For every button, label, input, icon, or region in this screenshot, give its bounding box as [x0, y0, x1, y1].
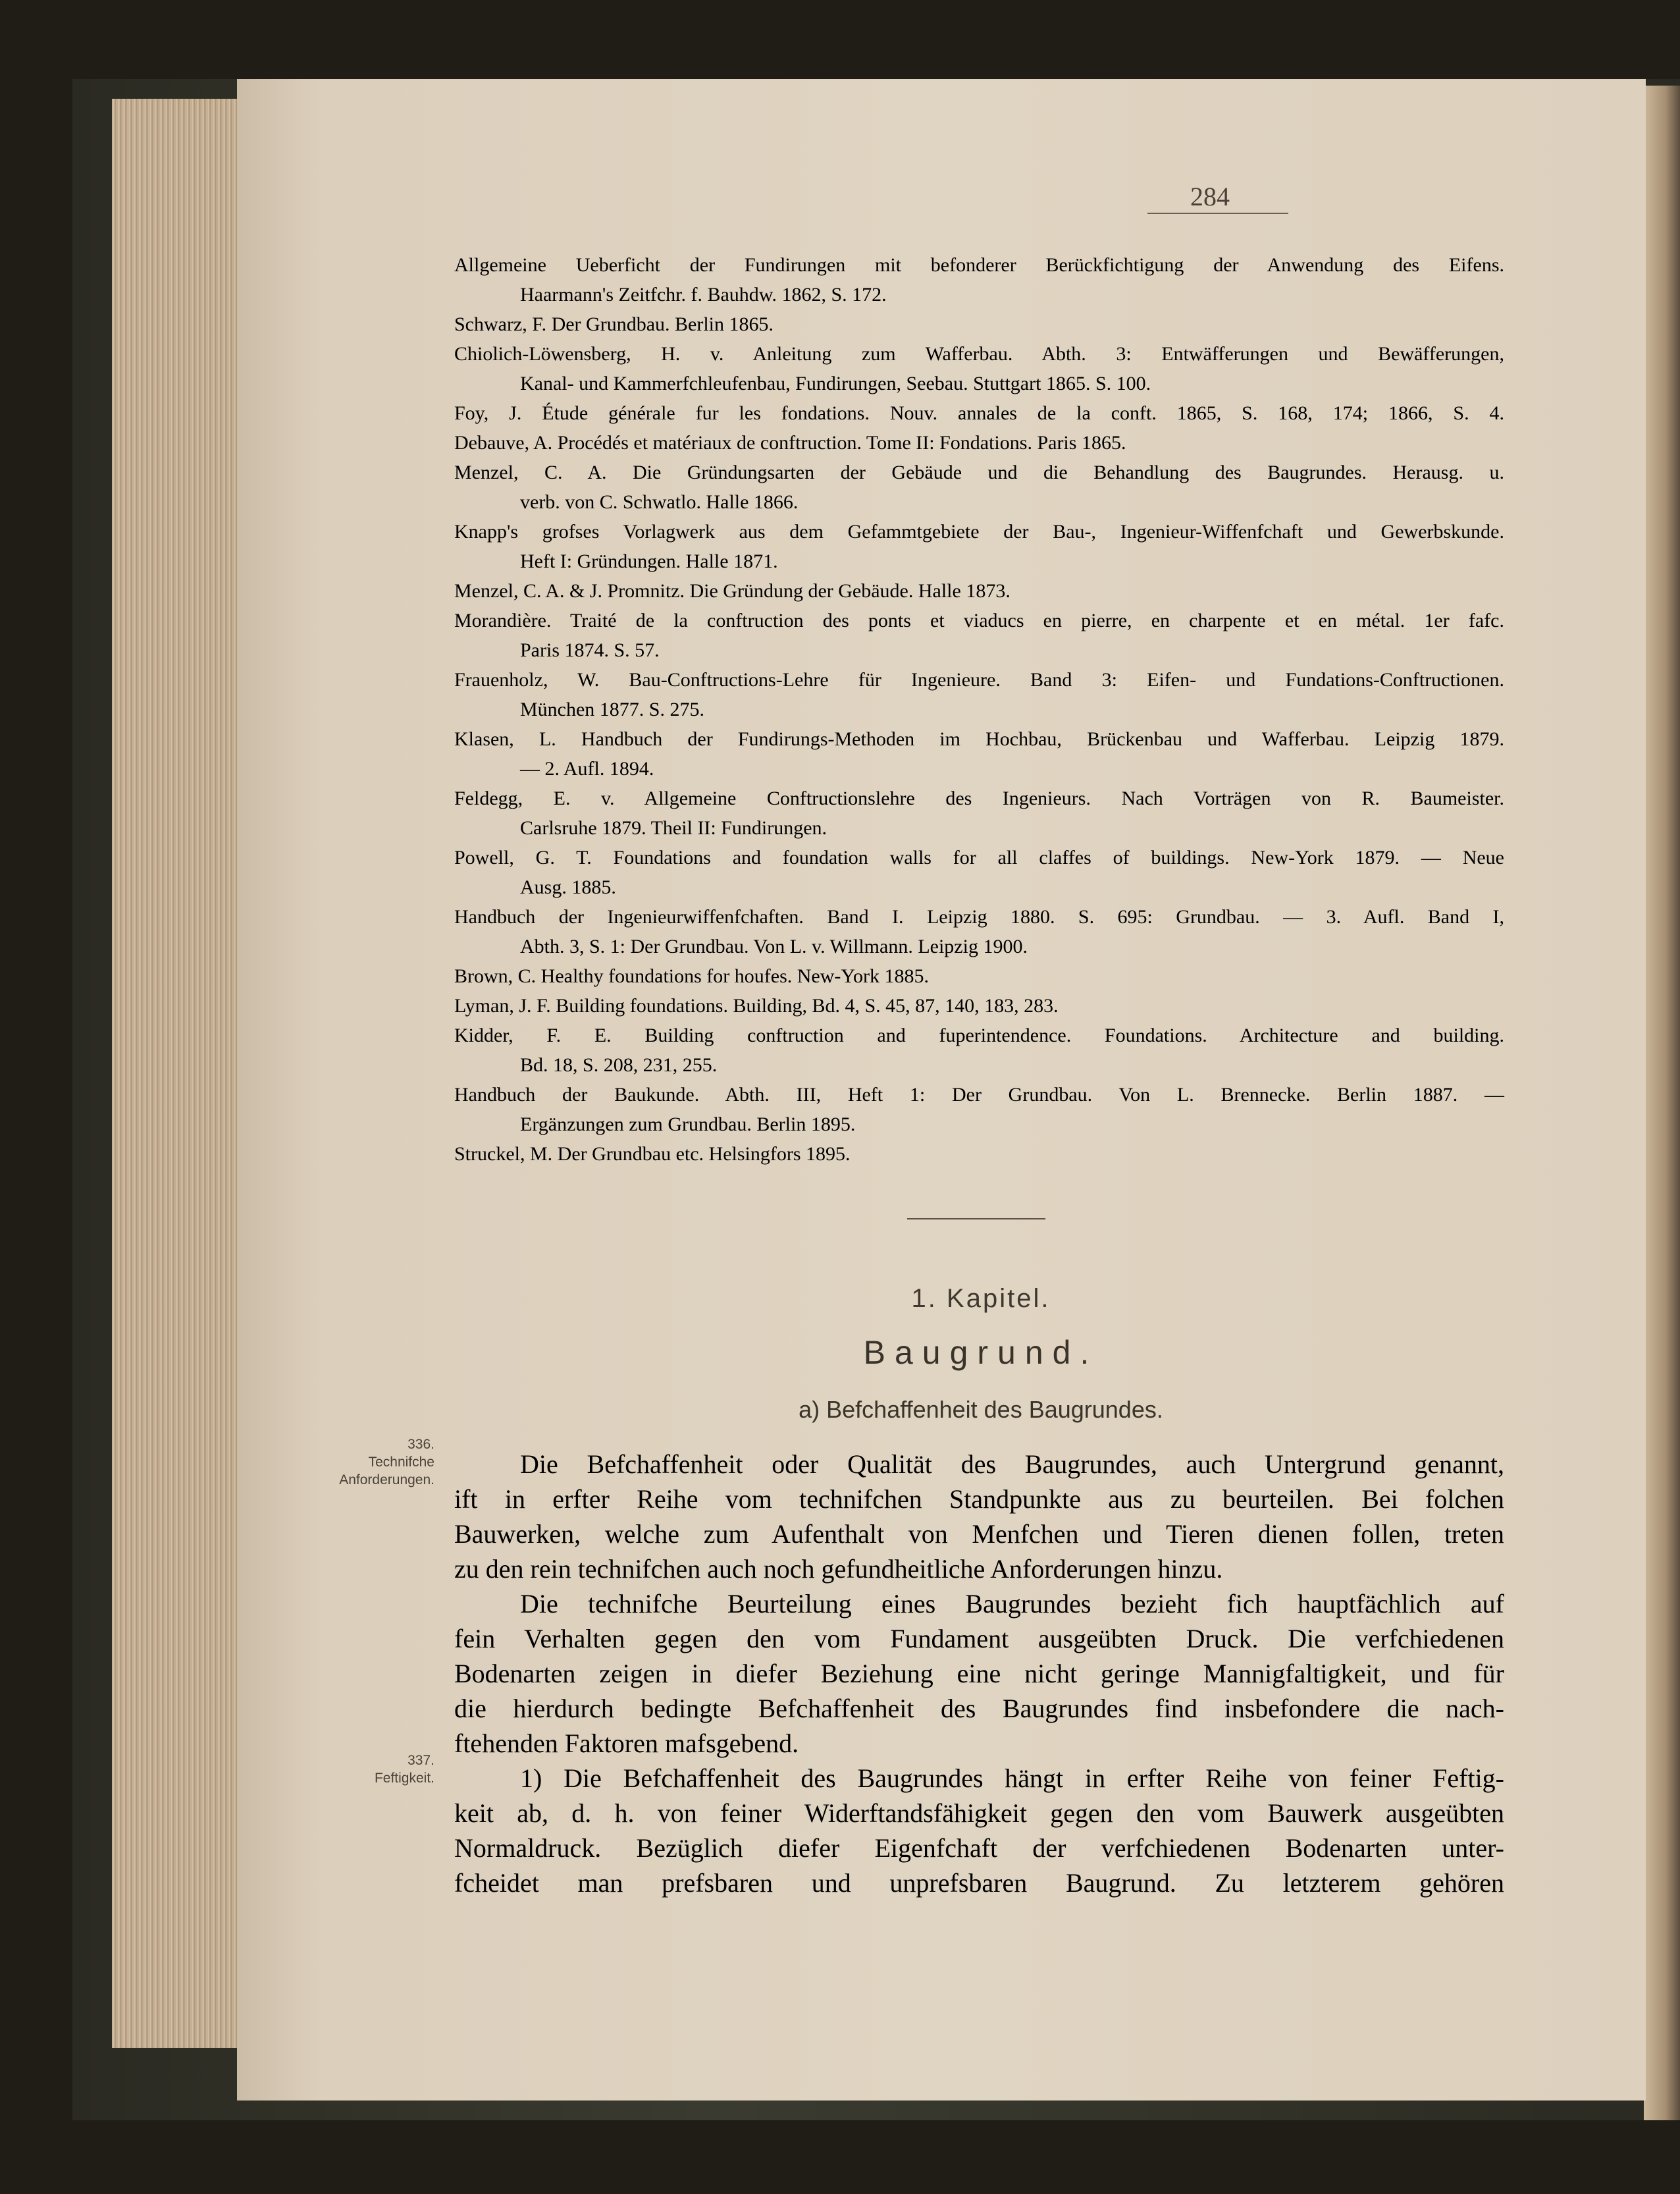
margin-note-text: Feftigkeit. [374, 1771, 434, 1786]
margin-note-text: Anforderungen. [339, 1472, 434, 1487]
margin-note-337 [296, 1752, 434, 1787]
bib-entry [454, 1139, 1504, 1169]
bib-entry [454, 309, 1504, 339]
body-text [454, 1447, 1504, 1900]
margin-note-number: 336. [407, 1437, 434, 1452]
margin-note-336 [296, 1435, 434, 1489]
bib-entry [454, 458, 1504, 517]
bib-line: Haarmann's Zeitfchr. f. Bauhdw. 1862, S. 172. [520, 284, 887, 306]
bib-line: Brown, C. Healthy foundations for houfes. New-York 1885. [454, 965, 930, 987]
bib-line: Abth. 3, S. 1: Der Grundbau. Von L. v. Willmann. Leipzig 1900. [520, 936, 1028, 957]
bib-entry [454, 398, 1504, 428]
bibliography [454, 250, 1504, 1169]
bib-line: Klasen, L. Handbuch der Fundirungs-Methoden im Hochbau, Brückenbau und Wafferbau. Leipzig 1879. [454, 728, 1504, 750]
bib-entry [454, 724, 1504, 784]
bib-line: Chiolich-Löwensberg, H. v. Anleitung zum Wafferbau. Abth. 3: Entwäfferungen und Bewäfferungen, [454, 343, 1504, 365]
bib-line: Allgemeine Ueberficht der Fundirungen mit befonderer Berückfichtigung der Anwendung des Eifens. [454, 254, 1504, 276]
body-line: Die Befchaffenheit oder Qualität des Baugrundes, auch Untergrund genannt, [520, 1449, 1504, 1479]
bib-line: Struckel, M. Der Grundbau etc. Helsingfors 1895. [454, 1143, 851, 1165]
bib-line: Kanal- und Kammerfchleufenbau, Fundirungen, Seebau. Stuttgart 1865. S. 100. [520, 373, 1151, 394]
bib-entry [454, 991, 1504, 1021]
margin-note-text: Technifche [368, 1455, 434, 1470]
bib-line: — 2. Aufl. 1894. [520, 758, 654, 780]
bib-line: Feldegg, E. v. Allgemeine Conftructionslehre des Ingenieurs. Nach Vorträgen von R. Baumeister. [454, 788, 1504, 809]
page-edges [112, 99, 244, 2048]
chapter-label: 1. Kapitel. [911, 1284, 1051, 1313]
bib-line: Paris 1874. S. 57. [520, 639, 660, 661]
bib-line: Debauve, A. Procédés et matériaux de conftruction. Tome II: Fondations. Paris 1865. [454, 432, 1126, 454]
bib-line: Morandière. Traité de la conftruction des ponts et viaducs en pierre, en charpente et en métal. 1er fafc. [454, 610, 1504, 631]
body-line: Normaldruck. Bezüglich diefer Eigenfchaft der verfchiedenen Bodenarten unter- [454, 1833, 1504, 1863]
body-line: zu den rein technifchen auch noch gefundheitliche Anforderungen hinzu. [454, 1554, 1223, 1584]
bib-line: Kidder, F. E. Building conftruction and fuperintendence. Foundations. Architecture and building. [454, 1025, 1504, 1046]
body-line: Bauwerken, welche zum Aufenthalt von Menfchen und Tieren dienen follen, treten [454, 1519, 1504, 1549]
bib-entry [454, 1021, 1504, 1080]
right-page-edge [1644, 86, 1680, 2120]
bib-line: Foy, J. Étude générale fur les fondations. Nouv. annales de la conft. 1865, S. 168, 174; 1866, S. 4. [454, 402, 1504, 424]
bib-line: verb. von C. Schwatlo. Halle 1866. [520, 491, 799, 513]
bib-line: Schwarz, F. Der Grundbau. Berlin 1865. [454, 313, 774, 335]
bib-line: Ausg. 1885. [520, 876, 616, 898]
bib-line: Menzel, C. A. & J. Promnitz. Die Gründung der Gebäude. Halle 1873. [454, 580, 1011, 602]
bib-line: Heft I: Gründungen. Halle 1871. [520, 550, 778, 572]
bib-entry [454, 961, 1504, 991]
bib-entry [454, 1080, 1504, 1139]
chapter-title: Baugrund. [863, 1334, 1099, 1371]
bib-line: Carlsruhe 1879. Theil II: Fundirungen. [520, 817, 827, 839]
bib-entry [454, 902, 1504, 961]
margin-note-number: 337. [407, 1753, 434, 1768]
section-divider [907, 1218, 1045, 1219]
body-line: 1) Die Befchaffenheit des Baugrundes hängt in erfter Reihe von feiner Feftig- [520, 1763, 1504, 1793]
bib-line: Handbuch der Ingenieurwiffenfchaften. Band I. Leipzig 1880. S. 695: Grundbau. — 3. Aufl. Band I, [454, 906, 1504, 928]
bib-line: Powell, G. T. Foundations and foundation walls for all claffes of buildings. New-York 1879. — Neue [454, 847, 1504, 869]
bib-line: Bd. 18, S. 208, 231, 255. [520, 1054, 718, 1076]
bib-entry [454, 517, 1504, 576]
bib-entry [454, 250, 1504, 309]
bib-line: Ergänzungen zum Grundbau. Berlin 1895. [520, 1113, 856, 1135]
bib-line: Menzel, C. A. Die Gründungsarten der Gebäude und die Behandlung des Baugrundes. Herausg. u. [454, 462, 1504, 483]
body-line: ift in erfter Reihe vom technifchen Standpunkte aus zu beurteilen. Bei folchen [454, 1484, 1504, 1514]
bib-line: Handbuch der Baukunde. Abth. III, Heft 1: Der Grundbau. Von L. Brennecke. Berlin 1887. — [454, 1084, 1504, 1106]
body-line: fcheidet man prefsbaren und unprefsbaren Baugrund. Zu letzterem gehören [454, 1868, 1504, 1898]
body-line: ftehenden Faktoren mafsgebend. [454, 1728, 799, 1758]
bib-entry [454, 784, 1504, 843]
bib-line: Knapp's grofses Vorlagwerk aus dem Gefammtgebiete der Bau-, Ingenieur-Wiffenfchaft und Gewerbskunde. [454, 521, 1504, 543]
bib-entry [454, 606, 1504, 665]
page-number: 284 [1190, 182, 1230, 211]
bib-entry [454, 843, 1504, 902]
body-line: keit ab, d. h. von feiner Widerftandsfähigkeit gegen den vom Bauwerk ausgeübten [454, 1798, 1504, 1828]
bib-entry [454, 665, 1504, 724]
page-number-rule [1147, 213, 1288, 214]
section-title: a) Befchaffenheit des Baugrundes. [799, 1396, 1163, 1423]
bib-entry [454, 428, 1504, 458]
bib-entry [454, 576, 1504, 606]
bib-line: Frauenholz, W. Bau-Conftructions-Lehre für Ingenieure. Band 3: Eifen- und Fundations-Conftructionen. [454, 669, 1504, 691]
body-line: fein Verhalten gegen den vom Fundament ausgeübten Druck. Die verfchiedenen [454, 1624, 1504, 1653]
body-line: Die technifche Beurteilung eines Baugrundes bezieht fich hauptfächlich auf [520, 1589, 1504, 1619]
body-line: Bodenarten zeigen in diefer Beziehung eine nicht geringe Mannigfaltigkeit, und für [454, 1659, 1504, 1688]
bib-entry [454, 339, 1504, 398]
bib-line: Lyman, J. F. Building foundations. Building, Bd. 4, S. 45, 87, 140, 183, 283. [454, 995, 1059, 1017]
bib-line: München 1877. S. 275. [520, 699, 704, 720]
body-line: die hierdurch bedingte Befchaffenheit des Baugrundes find insbefondere die nach- [454, 1694, 1504, 1723]
